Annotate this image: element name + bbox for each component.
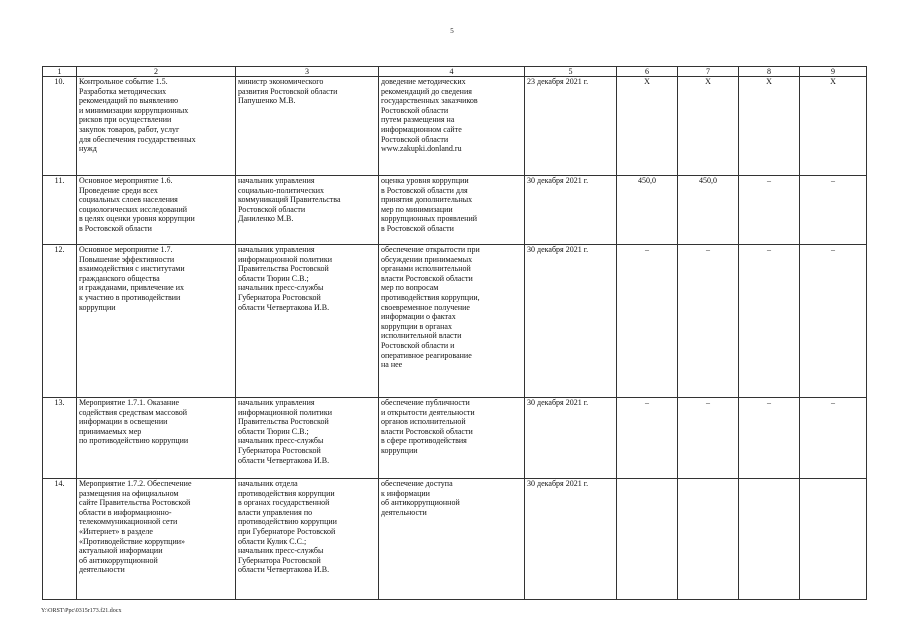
expected-result-cell-line: принятия дополнительных [381, 195, 473, 205]
responsible-person-cell-line: социально-политических [238, 185, 325, 195]
responsible-person-cell-line: начальник пресс-службы [238, 283, 324, 293]
responsible-person-cell-line: в органах государственной [238, 498, 330, 508]
funding-cell-col7: – [678, 398, 739, 479]
responsible-person-cell-line: коммуникаций Правительства [238, 195, 341, 205]
expected-result-cell-line: мер по вопросам [381, 283, 439, 293]
responsible-person-cell-line: Губернатора Ростовской [238, 555, 321, 565]
expected-result-cell-line: органами исполнительной [381, 264, 471, 274]
event-name-cell-line: коррупции [79, 302, 116, 312]
deadline-date-cell: 30 декабря 2021 г. [525, 398, 617, 479]
funding-cell-col9: – [800, 398, 867, 479]
responsible-person-cell-line: области Тюрин С.В.; [238, 426, 309, 436]
responsible-person-cell-line: противодействия коррупции [238, 488, 335, 498]
header-cell: 3 [236, 67, 379, 77]
expected-result-cell-line: информационном сайте [381, 124, 462, 134]
row-number-cell: 14. [43, 479, 77, 600]
funding-cell-col7: – [678, 245, 739, 398]
responsible-person-cell [236, 77, 379, 176]
funding-cell-col9: – [800, 176, 867, 245]
expected-result-cell-line: рекомендаций до сведения [381, 86, 472, 96]
header-cell: 1 [43, 67, 77, 77]
event-name-cell-line: размещения на официальном [79, 488, 179, 498]
table-row [43, 77, 867, 176]
expected-result-cell-line: об антикоррупционной [381, 498, 460, 508]
row-number-cell: 12. [43, 245, 77, 398]
event-name-cell [77, 77, 236, 176]
funding-cell-col9 [800, 479, 867, 600]
event-name-cell-line: к участию в противодействии [79, 292, 181, 302]
event-name-cell-line: Контрольное событие 1.5. [79, 77, 168, 86]
expected-result-cell-line: оценка уровня коррупции [381, 176, 469, 185]
event-name-cell [77, 176, 236, 245]
responsible-person-cell-line: противодействию коррупции [238, 517, 337, 527]
funding-cell-col8: – [739, 398, 800, 479]
responsible-person-cell-line: Даниленко М.В. [238, 214, 294, 224]
event-name-cell-line: информации в освещении [79, 417, 168, 427]
responsible-person-cell [236, 479, 379, 600]
funding-cell-col7 [678, 479, 739, 600]
event-name-cell-line: в Ростовской области [79, 223, 152, 233]
responsible-person-cell-line: начальник управления [238, 398, 315, 407]
expected-result-cell-line: своевременное получение [381, 302, 470, 312]
table-row [43, 176, 867, 245]
event-name-cell-line: нужд [79, 144, 97, 154]
event-name-cell-line: актуальной информации [79, 546, 163, 556]
responsible-person-cell-line: области Кулик С.С.; [238, 536, 307, 546]
event-name-cell-line: Мероприятие 1.7.2. Обеспечение [79, 479, 192, 488]
event-name-cell-line: Повышение эффективности [79, 254, 175, 264]
event-name-cell [77, 479, 236, 600]
event-name-cell [77, 398, 236, 479]
responsible-person-cell-line: начальник отдела [238, 479, 298, 488]
event-name-cell-line: по противодействию коррупции [79, 436, 189, 446]
header-cell: 7 [678, 67, 739, 77]
expected-result-cell-line: доведение методических [381, 77, 466, 86]
row-number-cell: 10. [43, 77, 77, 176]
event-name-cell-line: деятельности [79, 565, 125, 575]
responsible-person-cell-line: начальник управления [238, 176, 315, 185]
funding-cell-col7: Х [678, 77, 739, 176]
expected-result-cell-line: коррупции [381, 445, 418, 455]
expected-result-cell-line: мер по минимизации [381, 204, 453, 214]
expected-result-cell-line: в сфере противодействия [381, 436, 467, 446]
responsible-person-cell-line: министр экономического [238, 77, 324, 86]
header-cell: 4 [379, 67, 525, 77]
expected-result-cell-line: обсуждении принимаемых [381, 254, 473, 264]
event-name-cell-line: закупок товаров, работ, услуг [79, 124, 180, 134]
funding-cell-col6: – [617, 245, 678, 398]
event-name-cell-line: «Противодействие коррупции» [79, 536, 185, 546]
expected-result-cell [379, 176, 525, 245]
responsible-person-cell-line: начальник пресс-службы [238, 436, 324, 446]
event-name-cell-line: социальных слоев населения [79, 195, 178, 205]
row-number-cell: 13. [43, 398, 77, 479]
expected-result-cell-line: органов исполнительной [381, 417, 466, 427]
event-name-cell-line: телекоммуникационной сети [79, 517, 178, 527]
event-name-cell-line: рисков при осуществлении [79, 115, 172, 125]
expected-result-cell-line: обеспечение доступа [381, 479, 453, 488]
expected-result-cell-line: противодействия коррупции, [381, 292, 480, 302]
funding-cell-col8: – [739, 245, 800, 398]
responsible-person-cell-line: начальник пресс-службы [238, 546, 324, 556]
responsible-person-cell-line: информационной политики [238, 407, 332, 417]
header-cell: 8 [739, 67, 800, 77]
expected-result-cell-line: на нее [381, 360, 403, 370]
table-row [43, 398, 867, 479]
responsible-person-cell-line: области Четвертакова И.В. [238, 565, 330, 575]
table-row [43, 479, 867, 600]
row-number-cell: 11. [43, 176, 77, 245]
funding-cell-col6 [617, 479, 678, 600]
deadline-date-cell: 30 декабря 2021 г. [525, 479, 617, 600]
responsible-person-cell [236, 398, 379, 479]
deadline-date-cell: 30 декабря 2021 г. [525, 176, 617, 245]
page-number: 5 [450, 27, 454, 35]
expected-result-cell-line: путем размещения на [381, 115, 455, 125]
expected-result-cell [379, 77, 525, 176]
responsible-person-cell-line: информационной политики [238, 254, 332, 264]
expected-result-cell-line: www.zakupki.donland.ru [381, 144, 462, 154]
funding-cell-col6: 450,0 [617, 176, 678, 245]
event-name-cell-line: в целях оценки уровня коррупции [79, 214, 195, 224]
expected-result-cell-line: государственных заказчиков [381, 96, 478, 106]
funding-cell-col6: Х [617, 77, 678, 176]
expected-result-cell [379, 398, 525, 479]
expected-result-cell-line: оперативное реагирование [381, 350, 472, 360]
funding-cell-col6: – [617, 398, 678, 479]
responsible-person-cell-line: Правительства Ростовской [238, 417, 329, 427]
expected-result-cell-line: власти Ростовской области [381, 273, 473, 283]
expected-result-cell-line: и открытости деятельности [381, 407, 475, 417]
responsible-person-cell-line: области Четвертакова И.В. [238, 455, 330, 465]
responsible-person-cell-line: Губернатора Ростовской [238, 292, 321, 302]
event-name-cell-line: принимаемых мер [79, 426, 142, 436]
responsible-person-cell-line: начальник управления [238, 245, 315, 254]
responsible-person-cell-line: развития Ростовской области [238, 86, 338, 96]
expected-result-cell-line: Ростовской области и [381, 340, 455, 350]
event-name-cell-line: Основное мероприятие 1.6. [79, 176, 173, 185]
event-name-cell-line: и минимизации коррупционных [79, 105, 189, 115]
responsible-person-cell-line: при Губернаторе Ростовской [238, 526, 336, 536]
event-name-cell-line: содействия средствам массовой [79, 407, 188, 417]
expected-result-cell-line: информации о фактах [381, 312, 456, 322]
event-name-cell [77, 245, 236, 398]
event-name-cell-line: гражданского общества [79, 273, 160, 283]
responsible-person-cell-line: Губернатора Ростовской [238, 445, 321, 455]
responsible-person-cell-line: Правительства Ростовской [238, 264, 329, 274]
funding-cell-col9: – [800, 245, 867, 398]
expected-result-cell-line: коррупции в органах [381, 321, 452, 331]
event-name-cell-line: Основное мероприятие 1.7. [79, 245, 173, 254]
deadline-date-cell: 30 декабря 2021 г. [525, 245, 617, 398]
header-cell: 2 [77, 67, 236, 77]
funding-cell-col9: Х [800, 77, 867, 176]
header-cell: 9 [800, 67, 867, 77]
expected-result-cell [379, 479, 525, 600]
responsible-person-cell [236, 245, 379, 398]
funding-cell-col8 [739, 479, 800, 600]
expected-result-cell-line: в Ростовской области для [381, 185, 468, 195]
event-name-cell-line: и гражданами, привлечение их [79, 283, 184, 293]
responsible-person-cell [236, 176, 379, 245]
event-name-cell-line: об антикоррупционной [79, 555, 158, 565]
event-name-cell-line: рекомендаций по выявлению [79, 96, 179, 106]
expected-result-cell-line: исполнительной власти [381, 331, 462, 341]
funding-cell-col8: Х [739, 77, 800, 176]
event-name-cell-line: для обеспечения государственных [79, 134, 196, 144]
funding-cell-col7: 450,0 [678, 176, 739, 245]
column-number-header-row [43, 67, 867, 77]
responsible-person-cell-line: области Четвертакова И.В. [238, 302, 330, 312]
expected-result-cell-line: деятельности [381, 507, 427, 517]
program-plan-table [42, 66, 867, 600]
responsible-person-cell-line: области Тюрин С.В.; [238, 273, 309, 283]
table-row [43, 245, 867, 398]
expected-result-cell-line: обеспечение публичности [381, 398, 470, 407]
expected-result-cell [379, 245, 525, 398]
event-name-cell-line: Проведение среди всех [79, 185, 158, 195]
expected-result-cell-line: к информации [381, 488, 430, 498]
deadline-date-cell: 23 декабря 2021 г. [525, 77, 617, 176]
expected-result-cell-line: Ростовской области [381, 134, 449, 144]
event-name-cell-line: сайте Правительства Ростовской [79, 498, 191, 508]
header-cell: 5 [525, 67, 617, 77]
expected-result-cell-line: Ростовской области [381, 105, 449, 115]
event-name-cell-line: области в информационно- [79, 507, 172, 517]
document-file-path: Y:\ORST\Ppc\0315r173.f21.docx [41, 608, 122, 614]
header-cell: 6 [617, 67, 678, 77]
event-name-cell-line: Разработка методических [79, 86, 167, 96]
responsible-person-cell-line: власти управления по [238, 507, 313, 517]
funding-cell-col8: – [739, 176, 800, 245]
event-name-cell-line: социологических исследований [79, 204, 188, 214]
expected-result-cell-line: в Ростовской области [381, 223, 454, 233]
expected-result-cell-line: коррупционных проявлений [381, 214, 478, 224]
responsible-person-cell-line: Ростовской области [238, 204, 306, 214]
event-name-cell-line: Мероприятие 1.7.1. Оказание [79, 398, 180, 407]
event-name-cell-line: «Интернет» в разделе [79, 526, 153, 536]
expected-result-cell-line: власти Ростовской области [381, 426, 473, 436]
expected-result-cell-line: обеспечение открытости при [381, 245, 480, 254]
responsible-person-cell-line: Папушенко М.В. [238, 96, 296, 106]
event-name-cell-line: взаимодействия с институтами [79, 264, 185, 274]
